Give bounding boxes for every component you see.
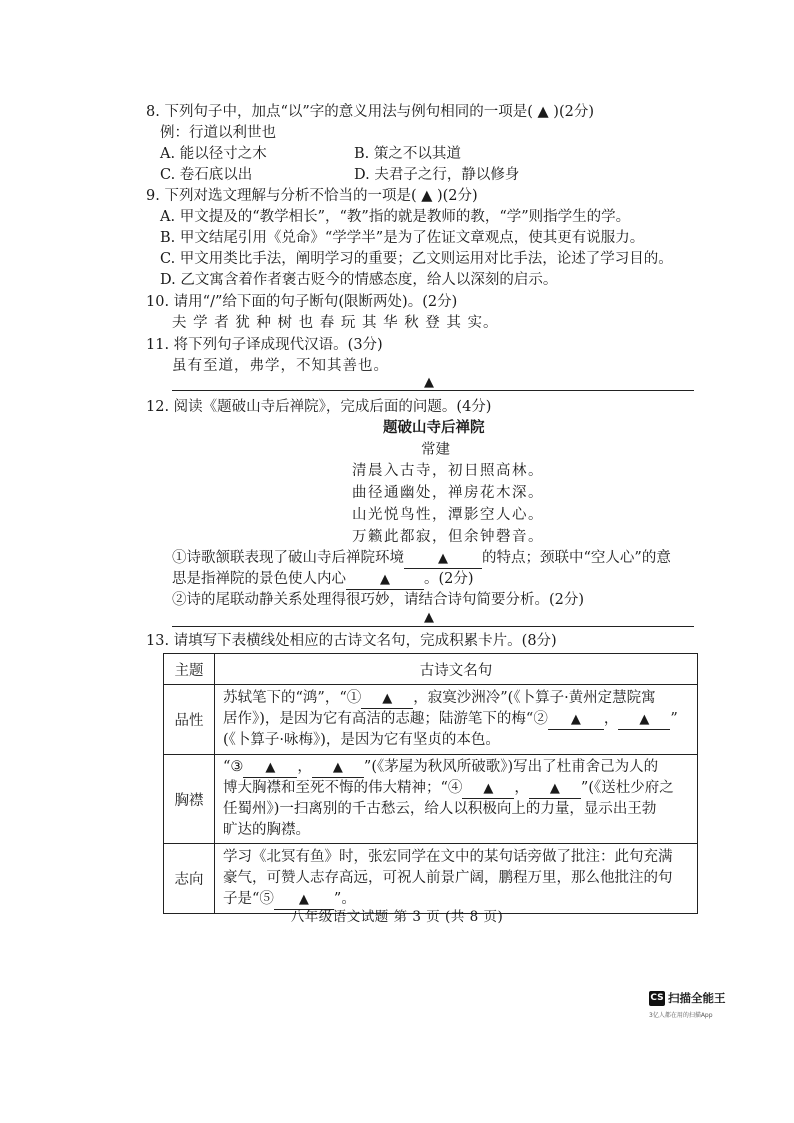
row-text: 豪气，可赞人志存高远，可祝人前景广阔，鹏程万里，那么他批注的句 bbox=[223, 870, 673, 886]
answer-mark: ▲ bbox=[424, 375, 434, 390]
q8-example: 例：行道以利世也 bbox=[160, 125, 276, 141]
table-row bbox=[164, 755, 698, 844]
header-topic: 主题 bbox=[164, 654, 215, 685]
q12-sub1-line1 bbox=[172, 548, 671, 569]
q12-sub1-blank bbox=[404, 549, 482, 569]
row-text: 居作》)，是因为它有高洁的志趣；陆游笔下的梅“② bbox=[223, 711, 548, 727]
q8-stem: 8. 下列句子中，加点“以”字的意义用法与例句相同的一项是( ▲ )(2分) bbox=[146, 104, 594, 120]
answer-mark: ▲ bbox=[298, 892, 309, 907]
answer-mark: ▲ bbox=[639, 712, 650, 727]
answer-mark: ▲ bbox=[438, 551, 448, 566]
q11-sentence: 虽有至道，弗学，不知其善也。 bbox=[172, 358, 389, 374]
row-text: 任蜀州》)一扫离别的千古愁云，给人以积极向上的力量，显示出王勃 bbox=[223, 801, 657, 817]
poem-line: 山光悦鸟性，潭影空人心。 bbox=[352, 507, 544, 523]
row-text: 学习《北冥有鱼》时，张宏同学在文中的某句话旁做了批注：此句充满 bbox=[223, 849, 673, 865]
row-text: (《卜算子·咏梅》)，是因为它有坚贞的本色。 bbox=[223, 732, 500, 748]
watermark-name: 扫描全能王 bbox=[668, 991, 726, 1005]
fill-blank-4a bbox=[462, 779, 514, 799]
row-text: ， bbox=[603, 711, 619, 727]
q12-sub1-blank bbox=[346, 570, 424, 590]
answer-mark: ▲ bbox=[570, 712, 581, 727]
accumulation-card-table bbox=[163, 653, 698, 914]
answer-mark: ▲ bbox=[332, 760, 343, 775]
q12-sub1-text: 。(2分) bbox=[424, 571, 474, 587]
q12-sub1-text: ①诗歌颔联表现了破山寺后禅院环境 bbox=[172, 550, 404, 566]
row-text: 子是“⑤ bbox=[223, 891, 274, 907]
q9-option-b: B. 甲文结尾引用《兑命》“学学半”是为了佐证文章观点，使其更有说服力。 bbox=[160, 230, 645, 246]
q13-stem: 13. 请填写下表横线处相应的古诗文名句，完成积累卡片。(8分) bbox=[146, 633, 557, 649]
row-text: ”(《茅屋为秋风所破歌》)写出了杜甫舍己为人的 bbox=[363, 759, 659, 775]
q8-option-d: D. 夫君子之行，静以修身 bbox=[354, 167, 520, 183]
row-text: 旷达的胸襟。 bbox=[223, 822, 310, 838]
answer-mark: ▲ bbox=[424, 610, 434, 625]
row-text: ， bbox=[514, 780, 529, 796]
fill-blank-3b bbox=[312, 758, 364, 778]
poem-line: 清晨入古寺，初日照高林。 bbox=[352, 463, 544, 479]
fill-blank-2b bbox=[618, 710, 670, 730]
row-text: 苏轼笔下的“鸿”，“① bbox=[223, 690, 362, 706]
fill-blank-4b bbox=[529, 779, 581, 799]
watermark-tagline: 3亿人都在用的扫描App bbox=[649, 1012, 713, 1019]
q9-stem: 9. 下列对选文理解与分析不恰当的一项是( ▲ )(2分) bbox=[146, 188, 478, 204]
camscanner-logo-icon: CS bbox=[649, 991, 665, 1006]
q12-sub1-text: 思是指禅院的景色使人内心 bbox=[172, 571, 346, 587]
row-content bbox=[215, 755, 698, 844]
table-header-row bbox=[164, 654, 698, 685]
answer-mark: ▲ bbox=[549, 781, 560, 796]
q9-option-a: A. 甲文提及的“教学相长”，“教”指的就是教师的教，“学”则指学生的学。 bbox=[160, 209, 631, 225]
answer-mark: ▲ bbox=[380, 572, 390, 587]
row-topic: 志向 bbox=[164, 844, 215, 914]
table-row bbox=[164, 685, 698, 755]
page-footer: 八年级语文试题 第 3 页 (共 8 页) bbox=[290, 909, 504, 925]
answer-mark: ▲ bbox=[483, 781, 494, 796]
q11-stem: 11. 将下列句子译成现代汉语。(3分) bbox=[146, 337, 383, 353]
row-text: ，寂寞沙洲冷”(《卜算子·黄州定慧院寓 bbox=[413, 690, 656, 706]
answer-mark: ▲ bbox=[382, 691, 393, 706]
table-row bbox=[164, 844, 698, 914]
poem-line: 万籁此都寂，但余钟磬音。 bbox=[352, 529, 544, 545]
row-text: “③ bbox=[223, 759, 244, 775]
q8-option-a: A. 能以径寸之木 bbox=[160, 146, 267, 162]
row-text: ”(《送杜少府之 bbox=[580, 780, 674, 796]
q10-stem: 10. 请用“/”给下面的句子断句(限断两处)。(2分) bbox=[146, 294, 458, 310]
q12-sub2: ②诗的尾联动静关系处理得很巧妙，请结合诗句简要分析。(2分) bbox=[172, 592, 585, 608]
q8-option-c: C. 卷石底以出 bbox=[160, 167, 253, 183]
row-content bbox=[215, 685, 698, 755]
q8-option-b: B. 策之不以其道 bbox=[354, 146, 461, 162]
row-text: ， bbox=[297, 759, 312, 775]
row-text: ” bbox=[670, 711, 678, 727]
row-topic: 胸襟 bbox=[164, 755, 215, 844]
row-text: ”。 bbox=[333, 891, 356, 907]
q9-option-c: C. 甲文用类比手法，阐明学习的重要；乙文则运用对比手法，论述了学习目的。 bbox=[160, 251, 673, 267]
row-content bbox=[215, 844, 698, 914]
poem-author: 常建 bbox=[421, 442, 450, 458]
answer-mark: ▲ bbox=[265, 760, 276, 775]
row-text: 博大胸襟和至死不悔的伟大精神；“④ bbox=[223, 780, 463, 796]
q12-sub1-text: 的特点；颈联中“空人心”的意 bbox=[482, 550, 671, 566]
answer-line bbox=[172, 390, 694, 391]
header-content: 古诗文名句 bbox=[215, 654, 698, 685]
fill-blank-3a bbox=[243, 758, 297, 778]
answer-line bbox=[172, 626, 694, 627]
row-topic: 品性 bbox=[164, 685, 215, 755]
fill-blank-2a bbox=[548, 710, 604, 730]
q10-sentence: 夫 学 者 犹 种 树 也 春 玩 其 华 秋 登 其 实。 bbox=[172, 315, 499, 331]
q12-sub1-line2 bbox=[172, 569, 474, 590]
fill-blank-1 bbox=[361, 689, 413, 709]
q12-stem: 12. 阅读《题破山寺后禅院》，完成后面的问题。(4分) bbox=[146, 399, 492, 415]
q9-option-d: D. 乙文寓含着作者褒古贬今的情感态度，给人以深刻的启示。 bbox=[160, 272, 558, 288]
poem-line: 曲径通幽处，禅房花木深。 bbox=[352, 485, 544, 501]
scanner-watermark bbox=[649, 991, 739, 1021]
poem-title: 题破山寺后禅院 bbox=[383, 419, 485, 436]
